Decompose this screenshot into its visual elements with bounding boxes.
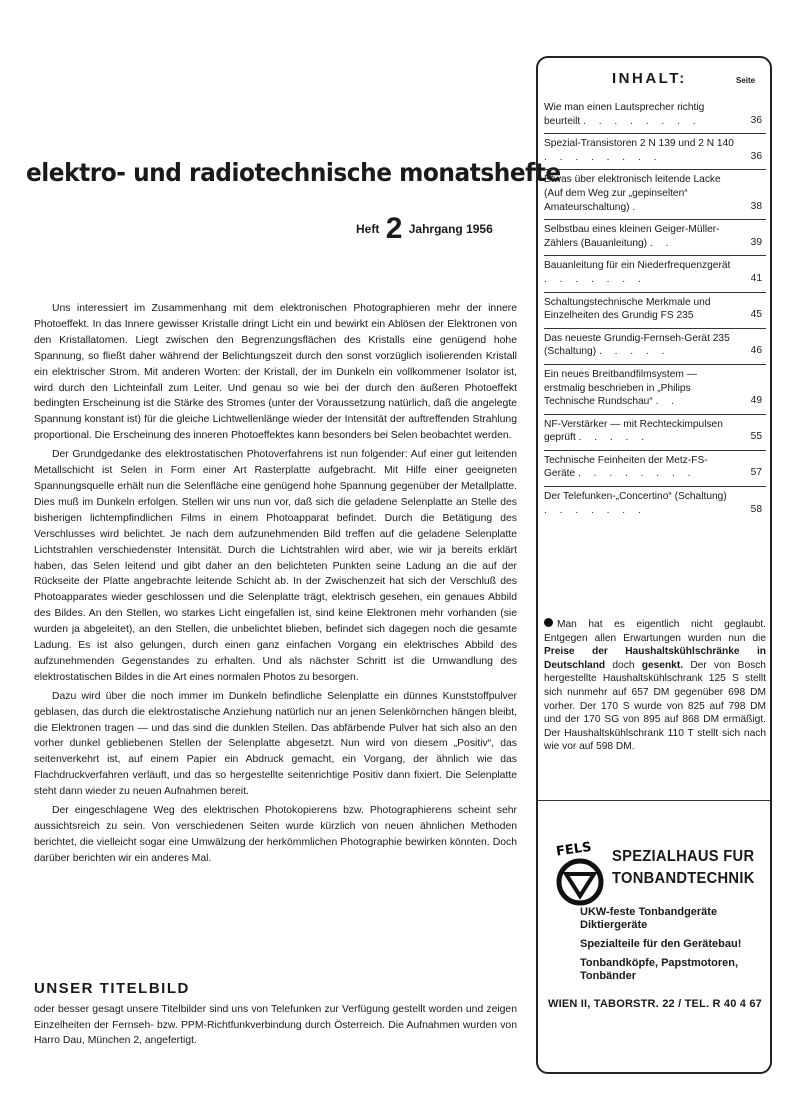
toc-item[interactable]	[544, 220, 766, 256]
toc-item-title: Spezial-Transistoren 2 N 139 und 2 N 140	[544, 138, 734, 150]
toc-item[interactable]	[544, 365, 766, 415]
toc-item-dots: . . . . .	[598, 346, 670, 358]
toc-item-title: Etwas über elektronisch leitende Lacke (Auf dem Weg zur „gepinselten“ Amateurschaltung)	[544, 174, 721, 213]
toc-item-title: Ein neues Breitbandfilmsystem — erstmalig beschrieben in „Philips Technische Rundschau“	[544, 368, 697, 408]
toc-item[interactable]	[544, 329, 766, 365]
fels-logo-icon	[552, 838, 610, 908]
article-paragraph: Der eingeschlagene Weg des elektrischen Photokopierens bzw. Photographierens scheint sehr aussichtsreich zu sein. Von verschiedenen Seiten wurde kürzlich von neuen ähnlichen Methoden berichtet, die vielleicht sogar eine Umwälzung der herkömmlichen Photographie bewirken könnten. Doch darüber berichten wir ein anderes Mal.	[34, 805, 517, 864]
toc-item-page: 55	[750, 431, 762, 443]
main-article	[34, 301, 517, 870]
news-rest: Der von Bosch hergestellte Haushaltskühlschrank 125 S stellt sich nunmehr auf 657 DM gegenüber 698 DM vorher. Der 170 S wurde von 825 auf 798 DM und der 170 SG von 895 auf 868 DM ermäßigt. Der Haushaltskühlschrank 110 T stellt sich nach wie vor auf 598 DM.	[544, 659, 766, 753]
toc-item-page: 36	[750, 150, 762, 162]
ad-product-line: Spezialteile für den Gerätebau!	[580, 938, 742, 950]
toc-heading: INHALT:	[612, 70, 687, 87]
toc-item-title: Wie man einen Lautsprecher richtig beurteilt	[544, 102, 705, 127]
toc-item[interactable]	[544, 293, 766, 329]
news-lead: Man hat es eigentlich nicht geglaubt. Entgegen allen Erwartungen wurden nun die	[544, 619, 766, 644]
toc-item[interactable]	[544, 256, 766, 292]
toc-seite-label: Seite	[736, 76, 756, 85]
toc-item-page: 39	[750, 236, 762, 248]
toc-item-dots: . .	[649, 237, 674, 249]
toc-item-dots: . . . . . . . .	[583, 115, 701, 127]
toc-item[interactable]	[544, 98, 766, 134]
toc-item-page: 49	[750, 395, 762, 407]
news-mid: doch	[612, 659, 635, 671]
issue-info	[356, 212, 493, 246]
toc-item-page: 57	[750, 467, 762, 479]
news-bold-phrase: Preise der Haushaltskühlschränke in Deutschland	[544, 646, 766, 671]
magazine-title: elektro- und radiotechnische monatshefte	[26, 158, 561, 187]
news-bold-word: gesenkt.	[641, 659, 684, 671]
logo-text: FELS	[555, 839, 593, 860]
table-of-contents	[544, 98, 766, 522]
news-note	[544, 618, 766, 754]
ad-address: WIEN II, TABORSTR. 22 / TEL. R 40 4 67	[548, 998, 762, 1010]
titelbild-heading: UNSER TITELBILD	[34, 980, 190, 997]
ad-product-list	[580, 906, 770, 989]
ad-headline	[612, 846, 755, 890]
toc-item-page: 45	[750, 309, 762, 321]
toc-item[interactable]	[544, 487, 766, 522]
toc-item[interactable]	[544, 134, 766, 170]
toc-item-dots: . . . . . . .	[544, 273, 646, 285]
toc-item-title: Selbstbau eines kleinen Geiger-Müller-Zählers (Bauanleitung)	[544, 224, 720, 249]
toc-item-dots: . . . . . . . .	[544, 151, 662, 163]
bullet-dot-icon	[544, 618, 553, 627]
toc-item-title: Das neueste Grundig-Fernseh-Gerät 235 (Schaltung)	[544, 332, 730, 358]
ad-headline-line: TONBANDTECHNIK	[612, 870, 755, 887]
toc-item-dots: . . . . .	[578, 432, 650, 444]
toc-item[interactable]	[544, 451, 766, 487]
toc-item-title: Der Telefunken-„Concertino“ (Schaltung)	[544, 491, 727, 503]
article-paragraph: Uns interessiert im Zusammenhang mit dem elektronischen Photographieren mehr der innere Photoeffekt. In das Innere gewisser Kristalle dringt Licht ein und bewirkt ein Ablösen der Elektronen von den Kristallatomen. Liegt zwischen den Begrenzungsflächen des Kristalls eine genügend hohe Spannung, so fließt daher während der Belichtungszeit durch den sonst vorzüglich isolierenden Kristall ein elektrischer Strom. Mit anderen Worten: der Kristall, der im Dunkeln ein vollkommener Isolator ist, wird durch den Lichteinfall zum Leiter. Und genau so wie bei der durch den äußeren Photoeffekt bedingten Erscheinung ist die Stärke des Stromes (unter der Voraussetzung natürlich, daß die angelegte Spannung konstant ist) für die gleiche Lichtwellenlänge wieder der Intensität der auftreffenden Strahlung proportional. Die Erscheinung des inneren Photoeffektes kann besonders bei Selen beobachtet werden.	[34, 303, 517, 442]
toc-item[interactable]	[544, 415, 766, 451]
toc-item-page: 41	[750, 272, 762, 284]
ad-product-line: UKW-feste Tonbandgeräte Diktiergeräte	[580, 906, 718, 931]
toc-item-title: Schaltungstechnische Merkmale und Einzelheiten des Grundig FS 235	[544, 296, 711, 322]
sidebar-divider	[538, 800, 770, 801]
article-paragraph: Dazu wird über die noch immer im Dunkeln befindliche Selenplatte ein dünnes Kunststoffpulver geblasen, das durch die elektrostatische Anziehung natürlich nur an jenen Selenkörnchen hängen bleibt, die Elektronen tragen — und das sind die dunklen Stellen. Das abfärbende Pulver hat sich also an den vorher dunkel gebliebenen Stellen der Selenplatte abgesetzt. Nun wird von diesem „Positiv“, das seitenverkehrt ist, auf einem Papier ein Abdruck gemacht, ein Vorgang, der ähnlich wie das Flachdruckverfahren verläuft, und das so hergestellte seitenrichtige Positiv dann fixiert. Die Selenplatte steht dann wieder zu neuen Aufnahmen bereit.	[34, 690, 517, 798]
toc-item[interactable]	[544, 170, 766, 220]
titelbild-text: oder besser gesagt unsere Titelbilder sind uns von Telefunken zur Verfügung gestellt worden und zeigen Einzelheiten der Fernseh- bzw. PPM-Richtfunkverbindung durch Österreich. Die Aufnahmen wurden von Harro Dau, München 2, angefertigt.	[34, 1004, 517, 1046]
article-paragraph: Der Grundgedanke des elektrostatischen Photoverfahrens ist nun folgender: Auf einer gut leitenden Metallschicht ist Selen in Form einer Art Rasterplatte aufgebracht. Mit Hilfe einer geeigneten Spannungsquelle erhält nun die Selenfläche eine genügend hohe Spannung gegenüber der Metallplatte. Dies muß im Dunkeln erfolgen. Stellen wir uns nun vor, daß sich die geladene Selenplatte an Stelle des bisherigen lichtempfindlichen Films in einem Photoapparat befindet. Durch die Betätigung des Verschlusses wird belichtet. Je nach dem aufzunehmenden Bild treffen auf die geladene Selenplatte Lichtstrahlen verschiedenster Intensität. Durch die Lichtstrahlen wird aber, wie wir ja bereits erklärt haben, das Selen leitend und gibt daher an den belichteten Punkten seine Ladung an die auf der Rückseite der Platte angebrachte leitende Schicht ab. In der Zwischenzeit hat sich der Verschluß des Photoapparates wieder geschlossen und die Selenplatte trägt, elektrisch gesehen, ein genaues Abbild des Bildes. An den Stellen, wo starkes Licht eingefallen ist, sind keine Elektronen mehr vorhanden (sie wurden ja abgeleitet), an den Stellen, die unbelichtet blieben, befindet sich dagegen noch die gesamte Ladung. Es ist also gelungen, durch einen ganz einfachen Vorgang ein elektrisches Abbild des aufzunehmenden Gegenstandes zu erhalten. Und als nächster Schritt ist die Umwandlung des elektrostatischen Bildes in die Art eines normalen Photos zu besorgen.	[34, 449, 517, 683]
toc-item-dots: . . . . . . .	[544, 504, 646, 516]
toc-item-page: 46	[750, 345, 762, 357]
toc-item-title: Technische Feinheiten der Metz-FS-Geräte	[544, 454, 708, 480]
heft-label: Heft	[356, 222, 380, 236]
heft-number: 2	[385, 212, 403, 245]
toc-item-dots: . . . . . . . .	[578, 468, 696, 480]
ad-headline-line: SPEZIALHAUS FUR	[612, 848, 755, 865]
ad-product-line: Tonbandköpfe, Papstmotoren, Tonbänder	[580, 957, 739, 982]
toc-item-page: 36	[750, 114, 762, 126]
toc-item-dots: . .	[655, 396, 680, 408]
toc-item-title: Bauanleitung für ein Niederfrequenzgerät	[544, 260, 731, 272]
toc-item-title: NF-Verstärker — mit Rechteckimpulsen geprüft	[544, 418, 723, 444]
toc-item-page: 38	[750, 200, 762, 212]
toc-item-page: 58	[750, 503, 762, 515]
toc-item-dots: .	[632, 201, 641, 213]
jahrgang-label: Jahrgang 1956	[408, 222, 493, 236]
